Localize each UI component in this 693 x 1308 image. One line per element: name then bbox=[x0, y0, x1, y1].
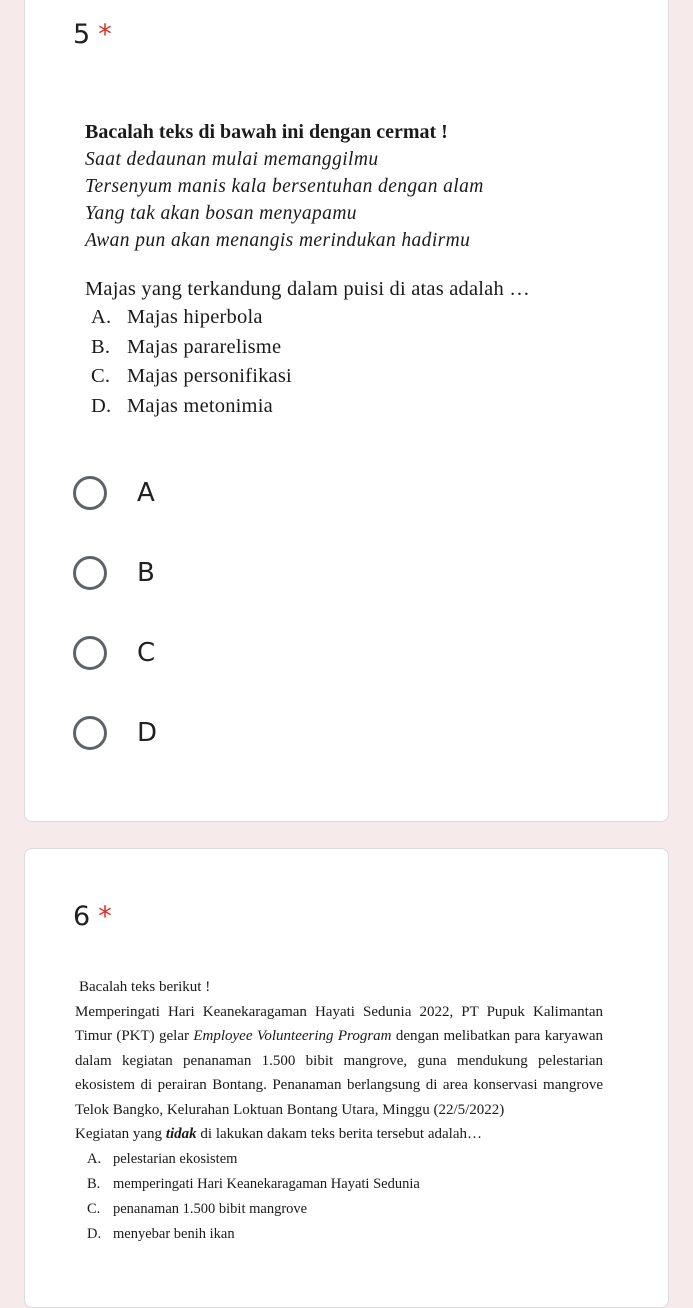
option-letter: B. bbox=[87, 1175, 101, 1192]
radio-button[interactable] bbox=[73, 556, 107, 590]
prompt-text: di lakukan dakam teks berita tersebut adalah… bbox=[196, 1126, 482, 1142]
poem-line: Tersenyum manis kala bersentuhan dengan alam bbox=[85, 176, 484, 197]
paragraph-text: dengan melibatkan para karyawan dalam kegiatan penanaman 1.500 bibit mangrove, guna mendukung pelestarian ekosistem di perairan Bontang. Penanaman berlangsung di area konservasi mangrove Telok Bangko, Kelurahan Loktuan Bontang Utara, Minggu (22/5/2022) bbox=[75, 1028, 603, 1118]
option-letter: C. bbox=[87, 1200, 101, 1217]
image-option bbox=[75, 1197, 603, 1222]
image-option bbox=[75, 1222, 603, 1247]
radio-button[interactable] bbox=[73, 476, 107, 510]
question-intro: Bacalah teks berikut ! bbox=[79, 979, 211, 995]
poem bbox=[85, 146, 530, 254]
prompt-text: Kegiatan yang bbox=[75, 1126, 166, 1142]
option-letter: D. bbox=[91, 394, 112, 417]
option-text: memperingati Hari Keanekaragaman Hayati Sedunia bbox=[113, 1175, 420, 1192]
radio-option-a[interactable] bbox=[73, 469, 155, 517]
image-option bbox=[85, 362, 530, 392]
radio-label[interactable]: D bbox=[137, 718, 158, 748]
radio-option-d[interactable] bbox=[73, 709, 157, 757]
radio-button[interactable] bbox=[73, 716, 107, 750]
question-prompt: Majas yang terkandung dalam puisi di atas adalah … bbox=[85, 278, 530, 300]
option-letter: A. bbox=[87, 1150, 102, 1167]
paragraph-italic: Employee Volunteering Program bbox=[193, 1028, 392, 1044]
image-option bbox=[75, 1172, 603, 1197]
option-text: penanaman 1.500 bibit mangrove bbox=[113, 1200, 308, 1217]
radio-button[interactable] bbox=[73, 636, 107, 670]
option-text: Majas pararelisme bbox=[127, 335, 282, 358]
radio-label[interactable]: C bbox=[137, 638, 156, 668]
option-text: menyebar benih ikan bbox=[113, 1225, 235, 1242]
option-letter: A. bbox=[91, 306, 112, 328]
radio-label[interactable]: B bbox=[137, 558, 155, 588]
question-title-6 bbox=[73, 901, 112, 932]
required-asterisk: * bbox=[98, 19, 112, 50]
radio-label[interactable]: A bbox=[137, 478, 155, 508]
question-number: 6 bbox=[73, 901, 91, 932]
option-letter: C. bbox=[91, 365, 111, 387]
question-card-5 bbox=[24, 0, 669, 822]
news-paragraph bbox=[75, 1000, 603, 1123]
poem-line: Yang tak akan bosan menyapamu bbox=[85, 203, 357, 224]
question-image-5 bbox=[85, 121, 530, 421]
poem-line: Saat dedaunan mulai memanggilmu bbox=[85, 149, 379, 170]
image-option bbox=[85, 303, 530, 333]
prompt-emphasis: tidak bbox=[165, 1126, 197, 1142]
question-image-6 bbox=[75, 975, 603, 1247]
radio-option-c[interactable] bbox=[73, 629, 155, 677]
image-option bbox=[85, 392, 530, 422]
option-letter: D. bbox=[87, 1225, 102, 1242]
option-text: Majas hiperbola bbox=[127, 306, 263, 328]
poem-line: Awan pun akan menangis merindukan hadirmu bbox=[85, 230, 471, 251]
radio-option-b[interactable] bbox=[73, 549, 155, 597]
question-prompt bbox=[75, 1122, 603, 1147]
paragraph-text: Memperingati Hari Keanekaragaman Hayati Sedunia 2022, PT Pupuk Kalimantan Timur (PKT) gelar bbox=[75, 1003, 603, 1044]
option-text: Majas personifikasi bbox=[127, 365, 292, 387]
image-option-list bbox=[75, 1147, 603, 1247]
question-heading: Bacalah teks di bawah ini dengan cermat ! bbox=[85, 121, 448, 143]
question-title-5 bbox=[73, 19, 112, 50]
image-option bbox=[85, 333, 530, 363]
option-letter: B. bbox=[91, 335, 111, 358]
question-card-6 bbox=[24, 848, 669, 1308]
option-text: pelestarian ekosistem bbox=[113, 1150, 238, 1167]
required-asterisk: * bbox=[98, 901, 112, 932]
image-option-list bbox=[85, 303, 530, 421]
question-number: 5 bbox=[73, 19, 91, 50]
image-option bbox=[75, 1147, 603, 1172]
option-text: Majas metonimia bbox=[127, 394, 273, 417]
